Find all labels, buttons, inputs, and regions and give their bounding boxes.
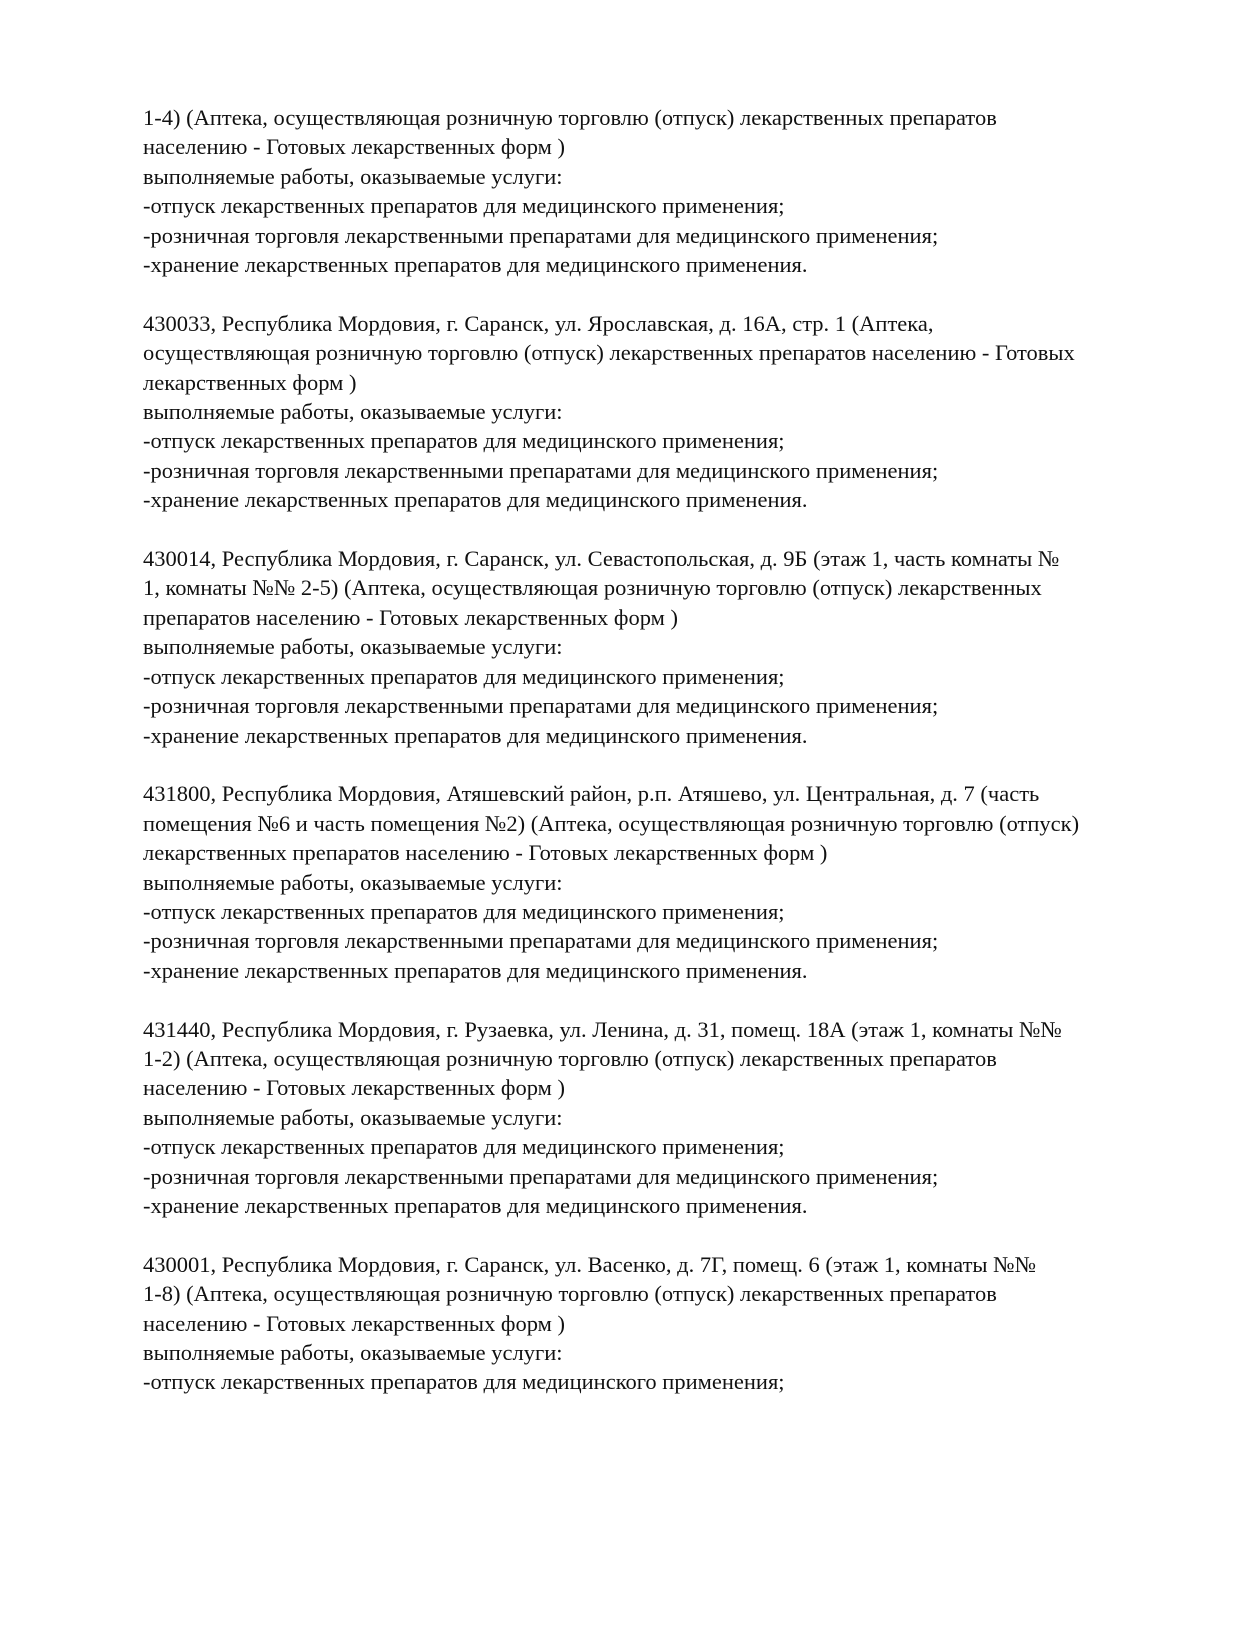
text-line: 431440, Республика Мордовия, г. Рузаевка, ул. Ленина, д. 31, помещ. 18А (этаж 1, комнаты №№ bbox=[143, 1016, 1062, 1042]
text-line: 1, комнаты №№ 2-5) (Аптека, осуществляющая розничную торговлю (отпуск) лекарственных bbox=[143, 575, 1042, 601]
text-line: 1-8) (Аптека, осуществляющая розничную торговлю (отпуск) лекарственных препаратов bbox=[143, 1281, 997, 1307]
text-line: 430001, Республика Мордовия, г. Саранск, ул. Васенко, д. 7Г, помещ. 6 (этаж 1, комнаты №№ bbox=[143, 1251, 1037, 1277]
text-line: -розничная торговля лекарственными препаратами для медицинского применения; bbox=[143, 693, 939, 719]
text-line: помещения №6 и часть помещения №2) (Аптека, осуществляющая розничную торговлю (отпуск) bbox=[143, 810, 1080, 836]
text-line: выполняемые работы, оказываемые услуги: bbox=[143, 634, 563, 660]
text-line: 430014, Республика Мордовия, г. Саранск, ул. Севастопольская, д. 9Б (этаж 1, часть комнаты № bbox=[143, 546, 1060, 572]
text-line: населению - Готовых лекарственных форм ) bbox=[143, 1310, 566, 1336]
text-line: лекарственных форм ) bbox=[143, 369, 357, 395]
text-line: 1-2) (Аптека, осуществляющая розничную торговлю (отпуск) лекарственных препаратов bbox=[143, 1045, 997, 1071]
text-line: -хранение лекарственных препаратов для медицинского применения. bbox=[143, 1192, 808, 1218]
text-line: -розничная торговля лекарственными препаратами для медицинского применения; bbox=[143, 457, 939, 483]
address-block-5 bbox=[143, 1015, 1140, 1221]
text-line: -хранение лекарственных препаратов для медицинского применения. bbox=[143, 252, 808, 278]
text-line: -отпуск лекарственных препаратов для медицинского применения; bbox=[143, 1134, 785, 1160]
text-line: -хранение лекарственных препаратов для медицинского применения. bbox=[143, 722, 808, 748]
text-line: выполняемые работы, оказываемые услуги: bbox=[143, 399, 563, 425]
address-block-6 bbox=[143, 1250, 1140, 1397]
text-line: выполняемые работы, оказываемые услуги: bbox=[143, 1339, 563, 1365]
text-line: препаратов населению - Готовых лекарственных форм ) bbox=[143, 604, 679, 630]
text-line: 1-4) (Аптека, осуществляющая розничную торговлю (отпуск) лекарственных препаратов bbox=[143, 105, 997, 130]
text-line: осуществляющая розничную торговлю (отпуск) лекарственных препаратов населению - Готовых bbox=[143, 340, 1075, 366]
text-line: -хранение лекарственных препаратов для медицинского применения. bbox=[143, 957, 808, 983]
text-line: населению - Готовых лекарственных форм ) bbox=[143, 1075, 566, 1101]
text-line: выполняемые работы, оказываемые услуги: bbox=[143, 1104, 563, 1130]
text-line: -отпуск лекарственных препаратов для медицинского применения; bbox=[143, 1369, 785, 1395]
text-line: 431800, Республика Мордовия, Атяшевский район, р.п. Атяшево, ул. Центральная, д. 7 (часть bbox=[143, 781, 1040, 807]
text-line: -розничная торговля лекарственными препаратами для медицинского применения; bbox=[143, 928, 939, 954]
text-line: лекарственных препаратов населению - Готовых лекарственных форм ) bbox=[143, 840, 828, 866]
text-line: -отпуск лекарственных препаратов для медицинского применения; bbox=[143, 898, 785, 924]
address-block-4 bbox=[143, 779, 1140, 985]
text-line: -отпуск лекарственных препаратов для медицинского применения; bbox=[143, 428, 785, 454]
text-line: -отпуск лекарственных препаратов для медицинского применения; bbox=[143, 663, 785, 689]
text-line: -розничная торговля лекарственными препаратами для медицинского применения; bbox=[143, 222, 939, 248]
text-line: выполняемые работы, оказываемые услуги: bbox=[143, 163, 563, 189]
text-line: выполняемые работы, оказываемые услуги: bbox=[143, 869, 563, 895]
text-line: -хранение лекарственных препаратов для медицинского применения. bbox=[143, 487, 808, 513]
text-line: 430033, Республика Мордовия, г. Саранск, ул. Ярославская, д. 16А, стр. 1 (Аптека, bbox=[143, 310, 934, 336]
address-block-3 bbox=[143, 544, 1140, 750]
address-block-2 bbox=[143, 309, 1140, 515]
text-line: -розничная торговля лекарственными препаратами для медицинского применения; bbox=[143, 1163, 939, 1189]
address-block-1 bbox=[143, 103, 1140, 279]
text-line: -отпуск лекарственных препаратов для медицинского применения; bbox=[143, 193, 785, 219]
text-line: населению - Готовых лекарственных форм ) bbox=[143, 134, 566, 160]
